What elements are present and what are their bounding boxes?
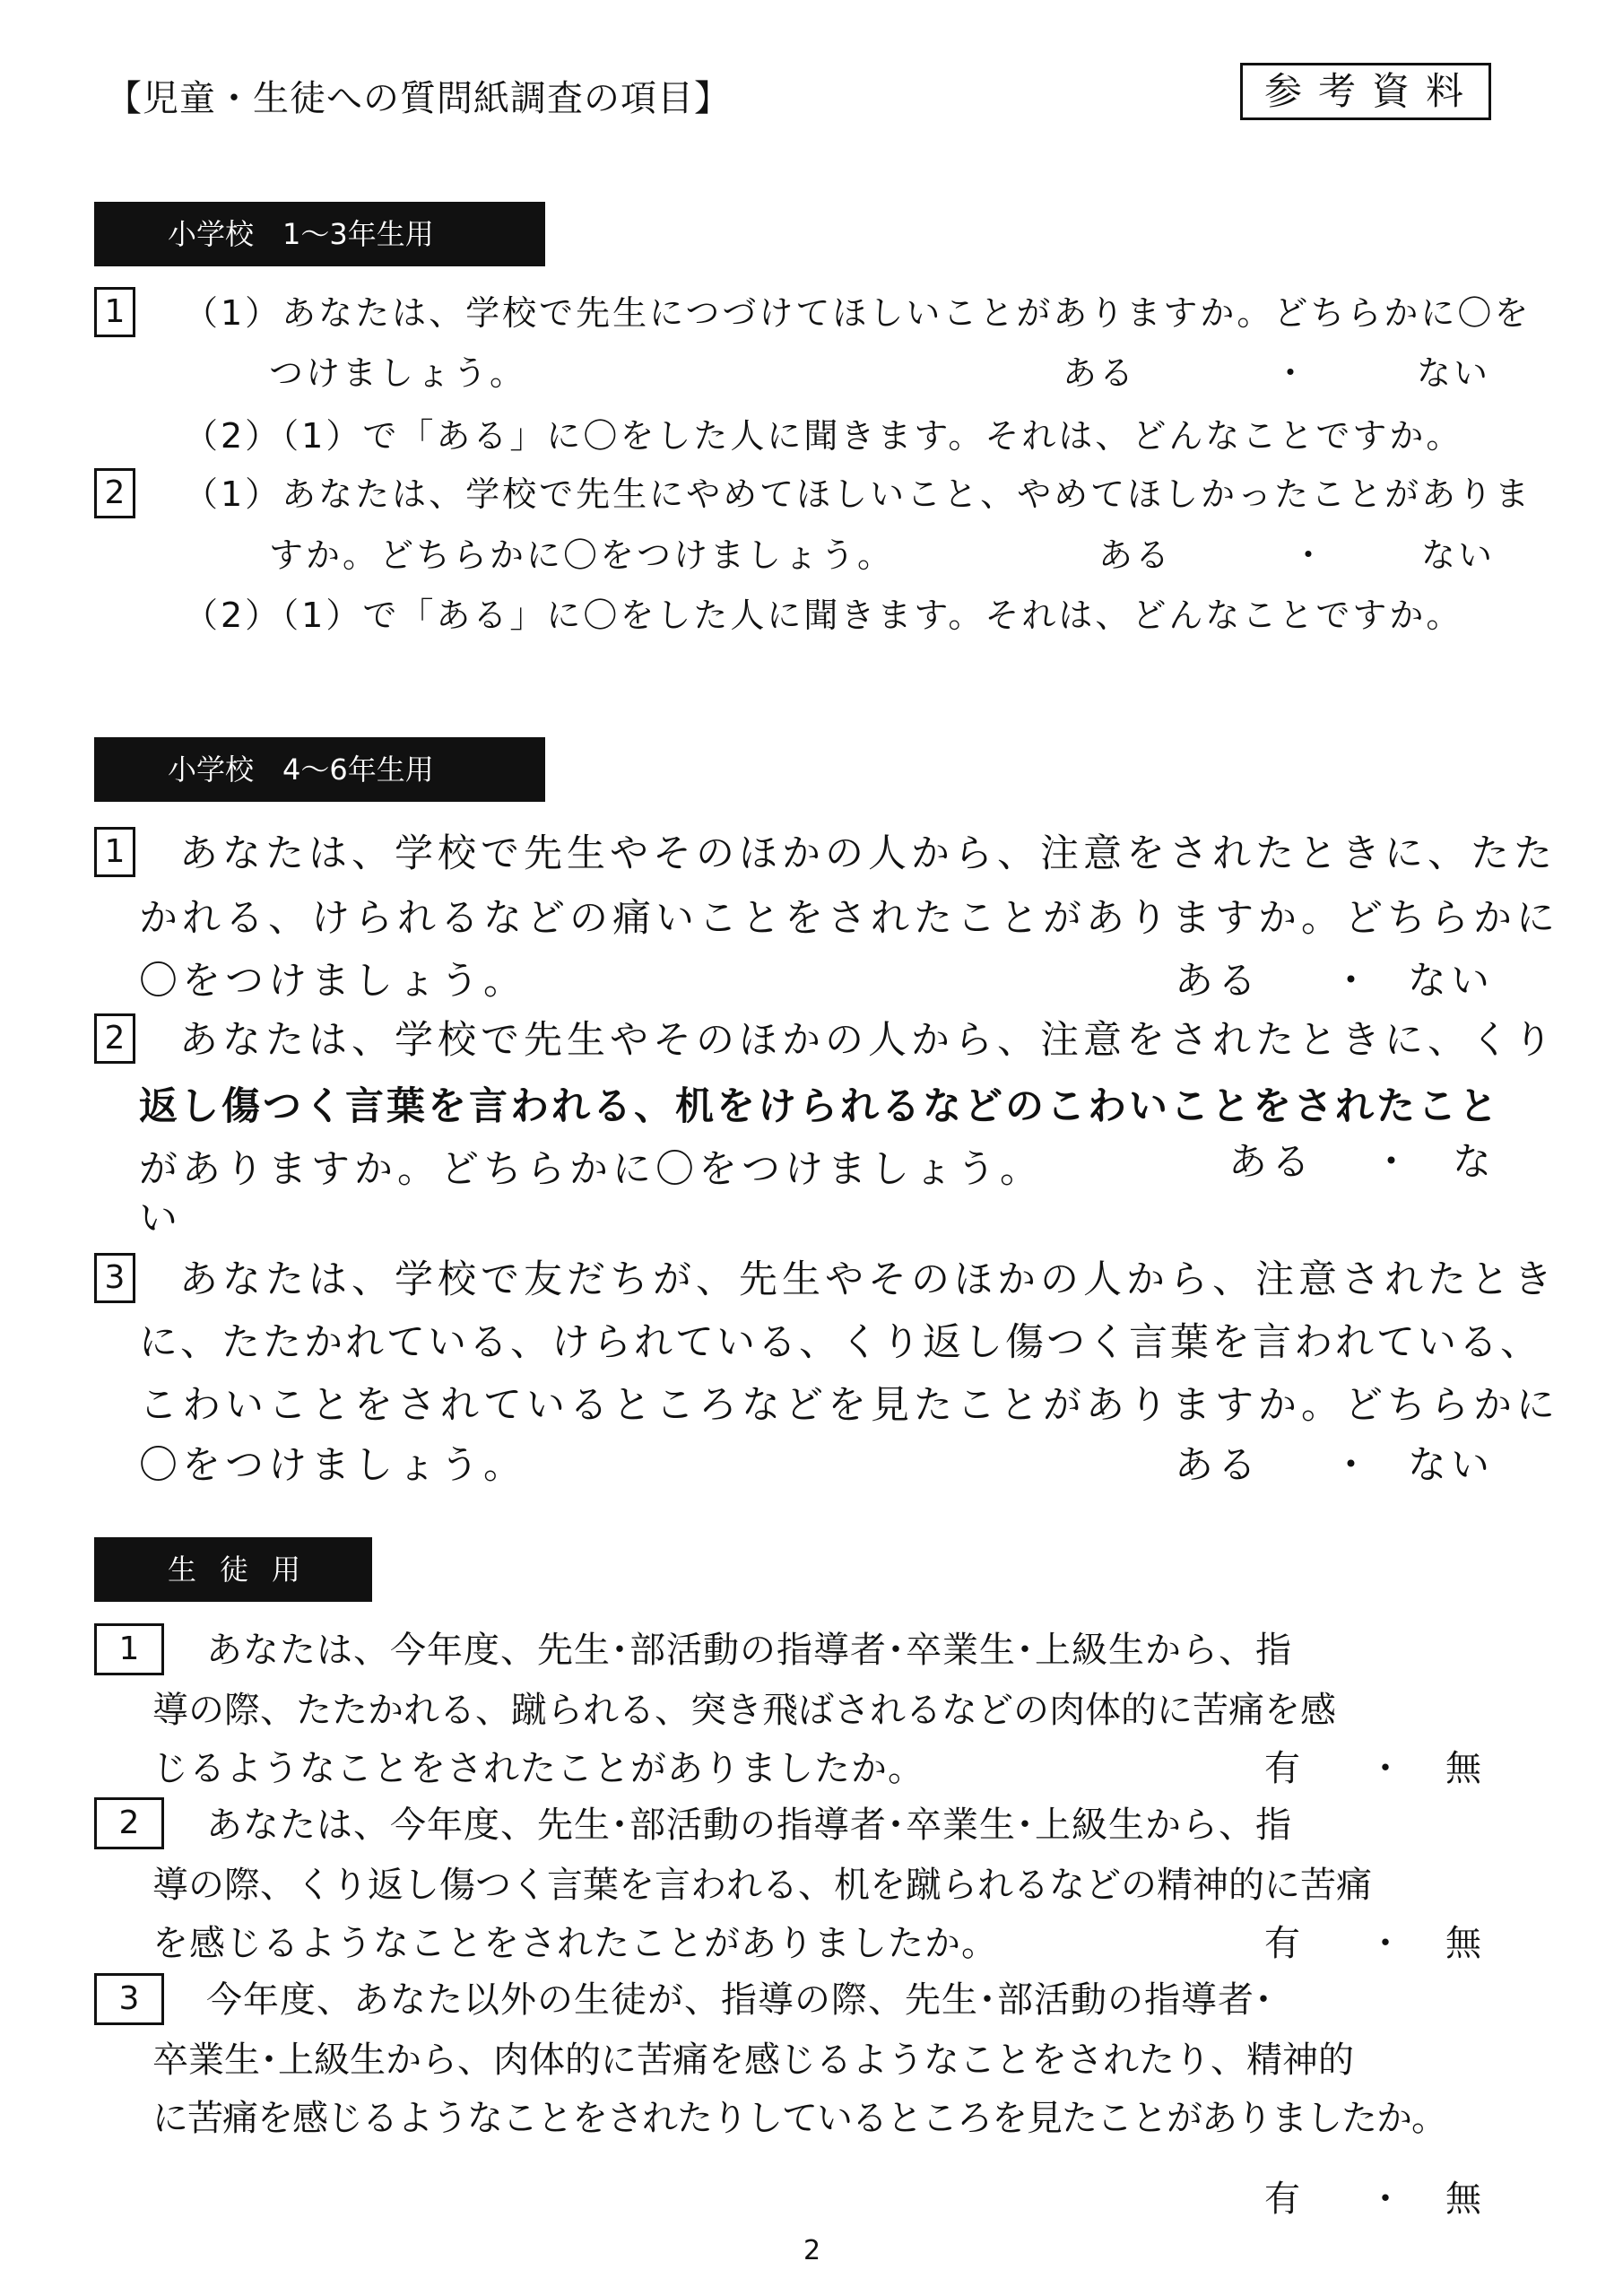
answer-option-no-part2[interactable]: い [139, 1196, 182, 1241]
question-number-box: 1 [94, 1623, 164, 1675]
section-header-elementary-lower: 小学校 1～3年生用 [94, 202, 545, 266]
answer-option-yes[interactable]: ある [1098, 535, 1173, 575]
answer-separator: ・ [1291, 535, 1329, 575]
question-text: 導の際、くり返し傷つく言葉を言われる、机を蹴られるなどの精神的に苦痛 [152, 1865, 1372, 1906]
sub-question-text: （2）（1）で「ある」に〇をした人に聞きます。それは、どんなことですか。 [184, 416, 1463, 456]
question-text: あなたは、学校で友だちが、先生やそのほかの人から、注意されたとき [179, 1257, 1557, 1302]
answer-separator: ・ [1332, 959, 1375, 1004]
question-text: 今年度、あなた以外の生徒が、指導の際、先生･部活動の指導者･ [206, 1979, 1273, 2021]
page-number: 2 [803, 2235, 821, 2266]
answer-separator: ・ [1367, 1748, 1406, 1789]
section-header-student: 生徒用 [94, 1537, 372, 1602]
answer-option-yes[interactable]: ある [1063, 353, 1137, 393]
sub-question-text: （2）（1）で「ある」に〇をした人に聞きます。それは、どんなことですか。 [184, 596, 1463, 635]
section-header-elementary-upper: 小学校 4～6年生用 [94, 737, 545, 802]
question-number-box: 1 [94, 287, 135, 337]
question-number-box: 2 [94, 468, 135, 518]
question-text: すか。どちらかに〇をつけましょう。 [269, 535, 895, 575]
question-text: じるようなことをされたことがありましたか。 [152, 1748, 924, 1789]
question-text: 〇をつけましょう。 [139, 1443, 526, 1488]
answer-option-no-part1[interactable]: な [1453, 1140, 1496, 1185]
answer-option-yes[interactable]: ある [1175, 1443, 1261, 1488]
answer-option-yes[interactable]: 有 [1264, 1748, 1303, 1789]
answer-option-yes[interactable]: ある [1228, 1140, 1315, 1185]
question-text: あなたは、今年度、先生･部活動の指導者･卒業生･上級生から、指 [206, 1630, 1292, 1671]
question-text: を感じるようなことをされたことがありましたか。 [152, 1923, 998, 1964]
answer-option-no[interactable]: 無 [1445, 1748, 1484, 1789]
question-number-box: 1 [94, 827, 135, 877]
answer-option-no[interactable]: ない [1417, 353, 1491, 393]
page-title: 【児童・生徒への質問紙調査の項目】 [106, 78, 731, 119]
question-text: あなたは、今年度、先生･部活動の指導者･卒業生･上級生から、指 [206, 1805, 1292, 1846]
question-text: （1）あなたは、学校で先生につづけてほしいことがありますか。どちらかに〇を [184, 293, 1532, 333]
question-number-box: 2 [94, 1797, 164, 1849]
question-number-box: 3 [94, 1253, 135, 1303]
reference-material-label: 参考資料 [1240, 63, 1491, 120]
question-text: （1）あなたは、学校で先生にやめてほしいこと、やめてほしかったことがありま [184, 474, 1532, 514]
answer-option-yes[interactable]: ある [1175, 959, 1261, 1004]
answer-option-no[interactable]: ない [1421, 535, 1496, 575]
question-text: つけましょう。 [269, 353, 527, 393]
answer-separator: ・ [1367, 1923, 1406, 1964]
question-text: に苦痛を感じるようなことをされたりしているところを見たことがありましたか。 [152, 2098, 1446, 2139]
answer-option-no[interactable]: 無 [1445, 2179, 1484, 2220]
question-text: あなたは、学校で先生やそのほかの人から、注意をされたときに、たた [179, 831, 1557, 876]
answer-separator: ・ [1372, 1140, 1415, 1185]
question-number-box: 2 [94, 1013, 135, 1064]
question-text: 〇をつけましょう。 [139, 959, 526, 1004]
answer-option-no[interactable]: ない [1408, 959, 1494, 1004]
answer-option-yes[interactable]: 有 [1264, 1923, 1303, 1964]
question-text: こわいことをされているところなどを見たことがありますか。どちらかに [139, 1383, 1559, 1428]
question-text: あなたは、学校で先生やそのほかの人から、注意をされたときに、くり [179, 1018, 1557, 1063]
answer-separator: ・ [1367, 2179, 1406, 2220]
answer-option-no[interactable]: 無 [1445, 1923, 1484, 1964]
answer-option-yes[interactable]: 有 [1264, 2179, 1303, 2220]
question-text: 返し傷つく言葉を言われる、机をけられるなどのこわいことをされたこと [139, 1084, 1500, 1129]
question-text: に、たたかれている、けられている、くり返し傷つく言葉を言われている、 [139, 1320, 1541, 1365]
question-text: 卒業生･上級生から、肉体的に苦痛を感じるようなことをされたり、精神的 [152, 2039, 1354, 2081]
question-number-box: 3 [94, 1973, 164, 2025]
question-text: 導の際、たたかれる、蹴られる、突き飛ばされるなどの肉体的に苦痛を感 [152, 1690, 1336, 1731]
answer-option-no[interactable]: ない [1408, 1443, 1494, 1488]
answer-separator: ・ [1273, 353, 1311, 393]
question-text: がありますか。どちらかに〇をつけましょう。 [139, 1147, 1043, 1192]
question-text: かれる、けられるなどの痛いことをされたことがありますか。どちらかに [139, 896, 1559, 941]
answer-separator: ・ [1332, 1443, 1375, 1488]
